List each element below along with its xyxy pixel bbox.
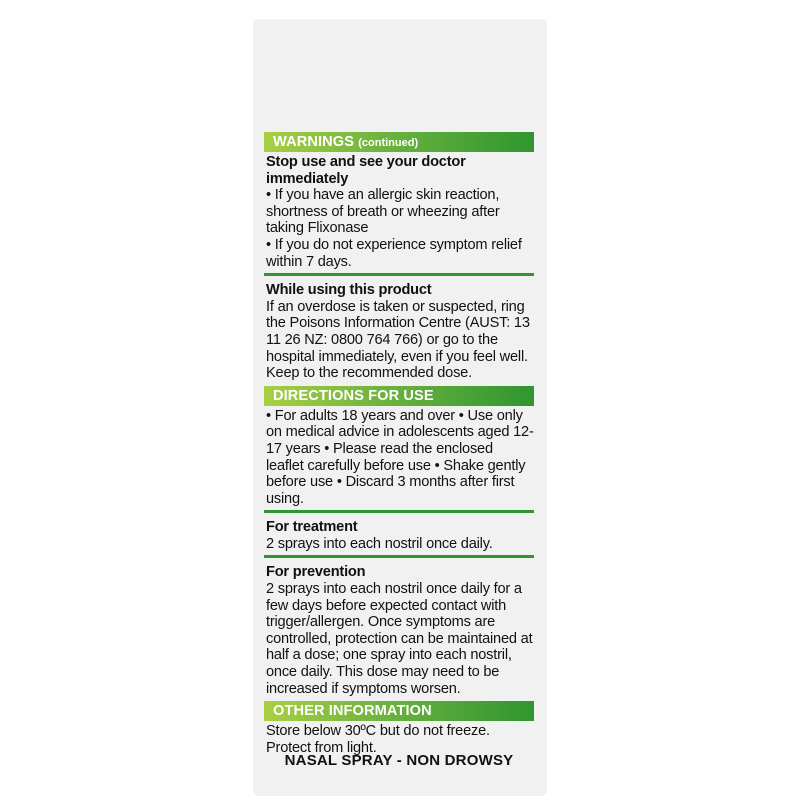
while-using-title: While using this product (266, 282, 432, 299)
divider (264, 273, 534, 276)
stop-use-section (264, 152, 534, 270)
divider (264, 510, 534, 513)
stop-use-title: Stop use and see your doctor immediately (266, 154, 466, 187)
other-information-text: Store below 30ºC but do not freeze. Protect from light. (266, 723, 490, 756)
warnings-header-label: WARNINGS (273, 134, 355, 150)
prevention-text: 2 sprays into each nostril once daily for a few days before expected contact with trigger/allergen. Once symptoms are controlled, protection can be maintained at half a dose; one spray into each nostril, once daily. This dose may need to be increased if symptoms worsen. (266, 581, 533, 697)
while-using-text: If an overdose is taken or suspected, ring the Poisons Information Centre (AUST: 13 11 26 NZ: 0800 764 766) or go to the hospital immediately, even if you feel well. Keep to the recommended dose. (266, 298, 530, 382)
stop-use-item-2: • If you do not experience symptom relief within 7 days. (266, 236, 522, 270)
prevention-title: For prevention (266, 564, 366, 581)
warnings-header-suffix: (continued) (358, 137, 419, 149)
divider (264, 555, 534, 558)
label-content (264, 132, 534, 756)
treatment-title: For treatment (266, 519, 358, 536)
directions-header (264, 386, 534, 406)
directions-section (264, 406, 534, 508)
product-tagline: NASAL SPRAY - NON DROWSY (284, 752, 514, 769)
directions-text: • For adults 18 years and over • Use only on medical advice in adolescents aged 12-17 years • Please read the enclosed leaflet carefully before use • Shake gently before use • Discard 3 months after first using. (266, 407, 534, 507)
directions-header-label: DIRECTIONS FOR USE (273, 387, 434, 404)
other-information-header-label: OTHER INFORMATION (273, 703, 432, 720)
stop-use-item-1: • If you have an allergic skin reaction, shortness of breath or wheezing after taking Flixonase (266, 187, 500, 237)
other-information-header (264, 701, 534, 721)
treatment-text: 2 sprays into each nostril once daily. (266, 535, 493, 552)
treatment-section (264, 517, 534, 552)
while-using-section (264, 280, 534, 382)
prevention-section (264, 562, 534, 697)
warnings-header (264, 132, 534, 152)
